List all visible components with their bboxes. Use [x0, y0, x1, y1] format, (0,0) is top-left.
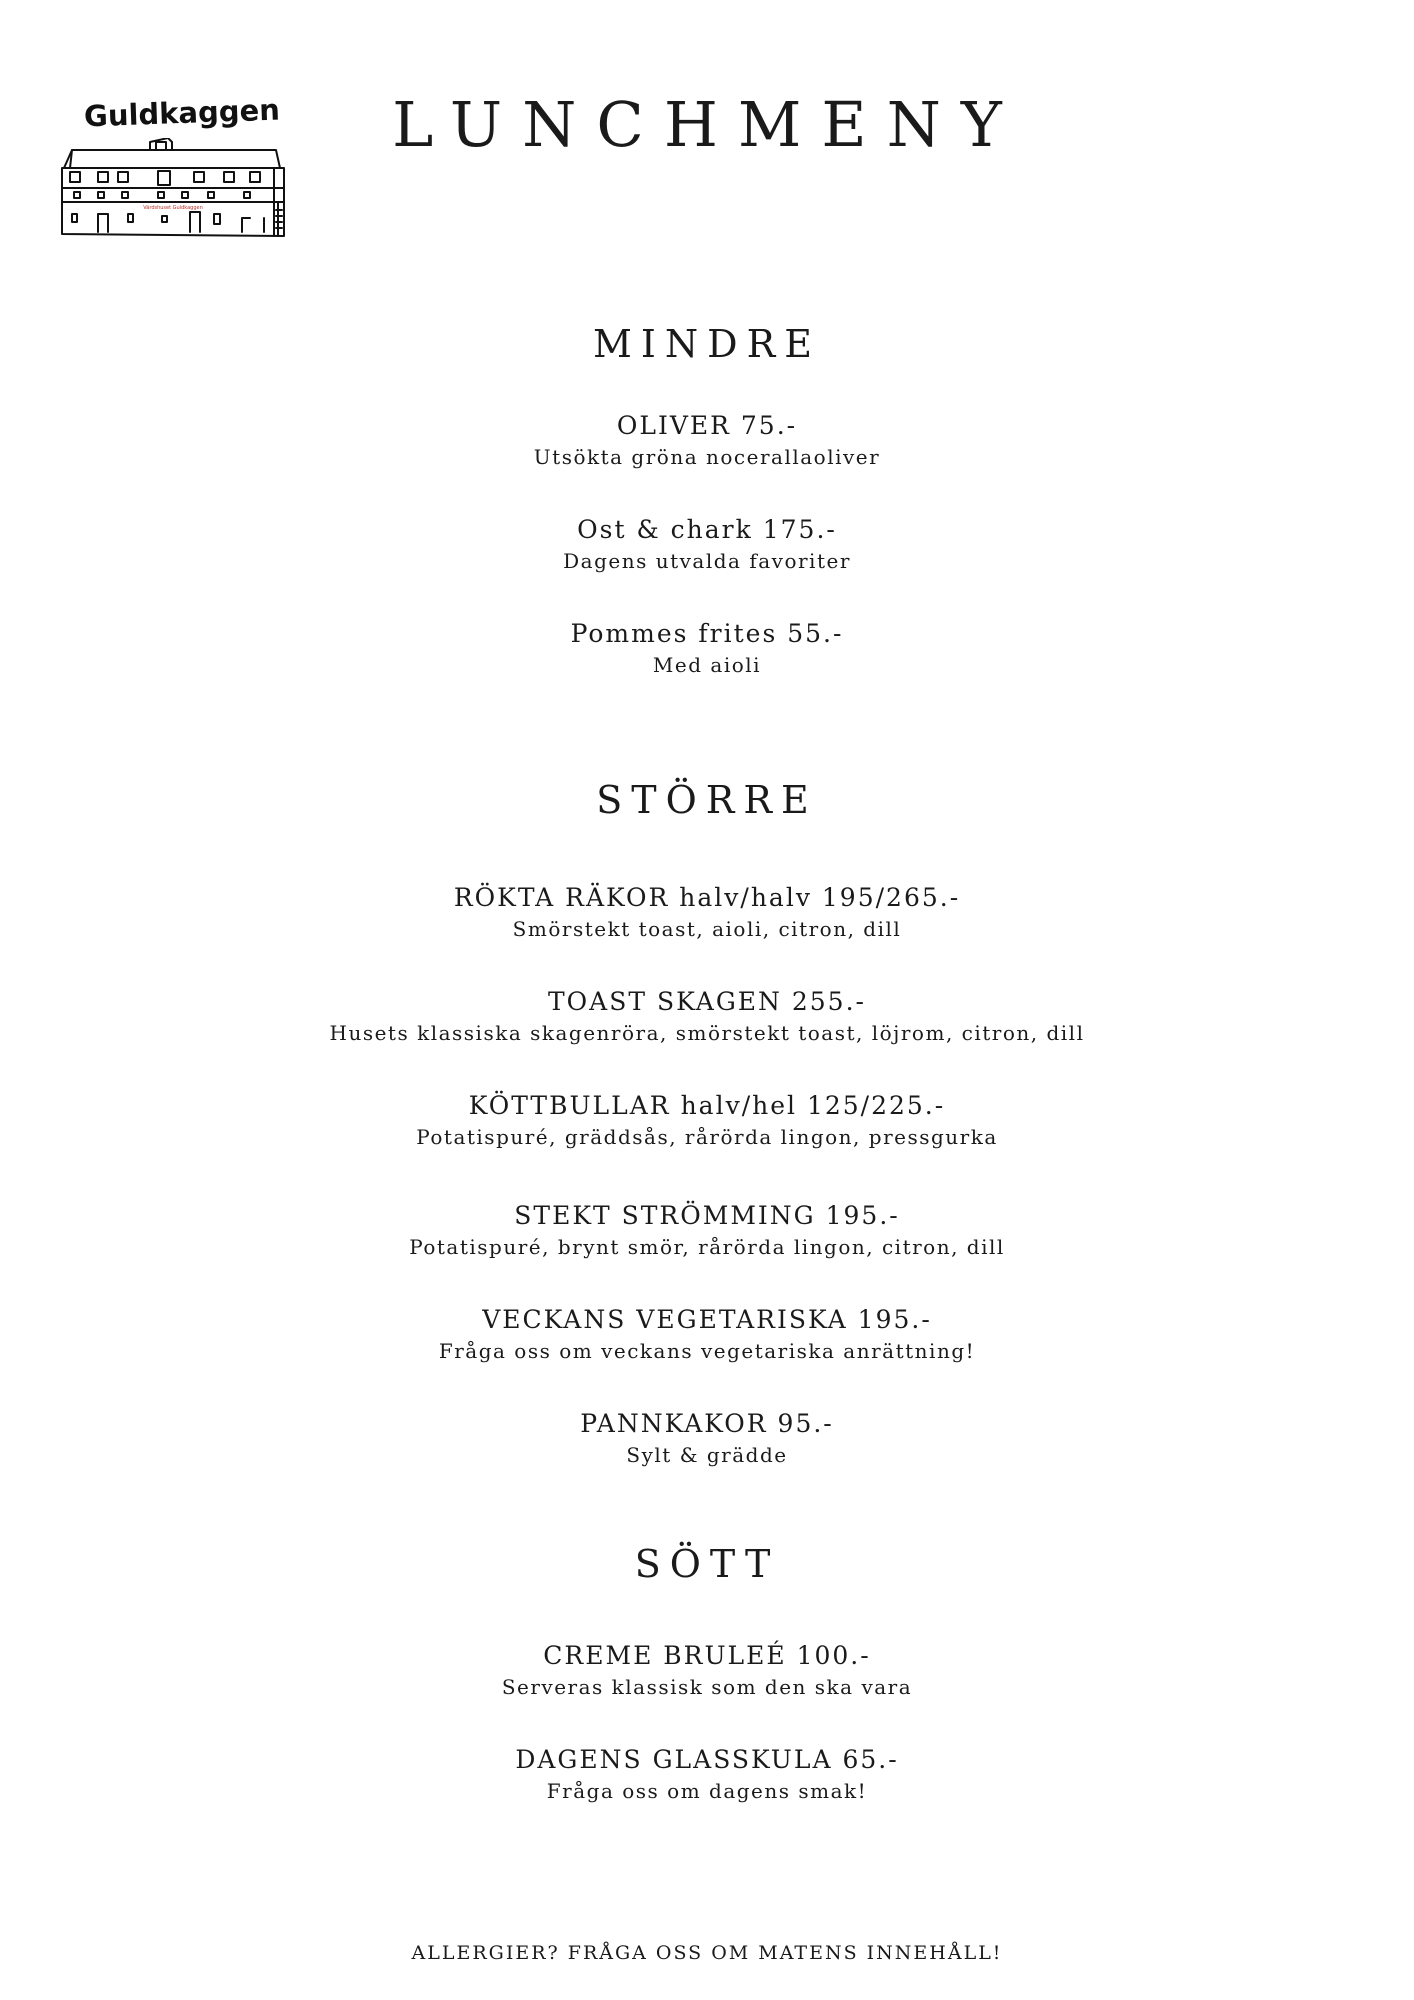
section-heading-sott: SÖTT: [634, 1542, 780, 1586]
menu-item-name: STEKT STRÖMMING 195.-: [514, 1201, 900, 1230]
menu-item-description: Potatispuré, brynt smör, rårörda lingon, citron, dill: [409, 1235, 1005, 1259]
logo-subtext: Värdshuset Guldkaggen: [143, 205, 203, 211]
menu-item-name: KÖTTBULLAR halv/hel 125/225.-: [468, 1091, 946, 1120]
menu-item: [0, 1744, 1414, 1806]
menu-item: [0, 1090, 1414, 1152]
allergy-notice: ALLERGIER? FRÅGA OSS OM MATENS INNEHÅLL!: [411, 1942, 1003, 1964]
menu-item-description: Serveras klassisk som den ska vara: [501, 1675, 913, 1699]
menu-item-description: Fråga oss om veckans vegetariska anrättning!: [438, 1339, 976, 1363]
menu-item-description: Utsökta gröna nocerallaoliver: [533, 445, 881, 469]
section-heading-storre: STÖRRE: [596, 778, 818, 822]
menu-item-name: PANNKAKOR 95.-: [580, 1409, 834, 1438]
menu-item: [0, 514, 1414, 576]
menu-item-name: Pommes frites 55.-: [570, 619, 844, 648]
menu-item-description: Fråga oss om dagens smak!: [546, 1779, 868, 1803]
menu-item-description: Dagens utvalda favoriter: [563, 549, 851, 573]
menu-item: [0, 882, 1414, 944]
menu-item-description: Sylt & grädde: [626, 1443, 788, 1467]
menu-item: [0, 1408, 1414, 1470]
menu-item-name: OLIVER 75.-: [616, 411, 798, 440]
menu-item-description: Smörstekt toast, aioli, citron, dill: [512, 917, 902, 941]
menu-item-description: Potatispuré, gräddsås, rårörda lingon, pressgurka: [416, 1125, 998, 1149]
section-heading-mindre: MINDRE: [593, 322, 821, 366]
menu-item: [0, 410, 1414, 472]
menu-item: [0, 1200, 1414, 1262]
page-title: LUNCHMENY: [392, 88, 1022, 161]
menu-item-description: Med aioli: [652, 653, 762, 677]
menu-item: [0, 1304, 1414, 1366]
menu-item-name: TOAST SKAGEN 255.-: [548, 987, 866, 1016]
menu-item: [0, 618, 1414, 680]
menu-item: [0, 986, 1414, 1048]
menu-item-name: CREME BRULEÉ 100.-: [543, 1641, 871, 1670]
logo-wordmark: Guldkaggen: [83, 92, 281, 134]
menu-item-name: Ost & chark 175.-: [577, 515, 837, 544]
menu-item-name: DAGENS GLASSKULA 65.-: [515, 1745, 899, 1774]
menu-item-name: RÖKTA RÄKOR halv/halv 195/265.-: [453, 883, 961, 912]
menu-item: [0, 1640, 1414, 1702]
menu-item-description: Husets klassiska skagenröra, smörstekt toast, löjrom, citron, dill: [329, 1021, 1085, 1045]
menu-item-name: VECKANS VEGETARISKA 195.-: [482, 1305, 932, 1334]
